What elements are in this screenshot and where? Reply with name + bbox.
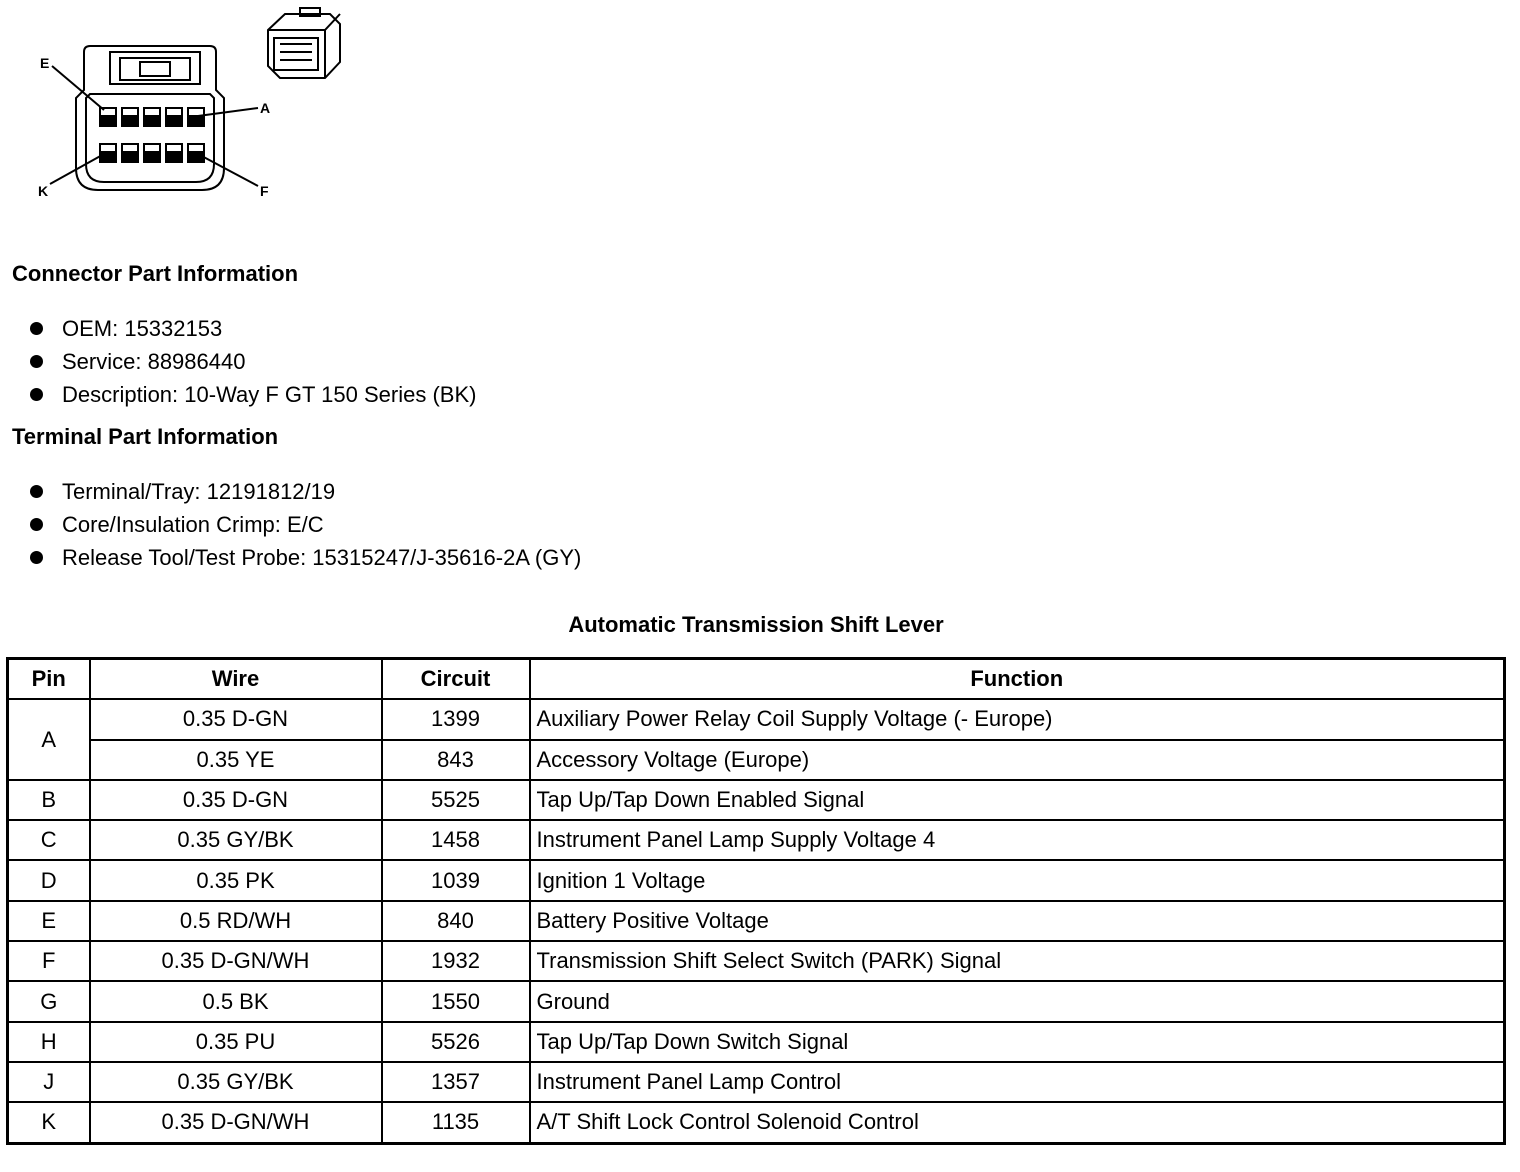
cell-circuit: 1039	[382, 860, 530, 900]
cell-wire: 0.35 D-GN	[90, 780, 382, 820]
header-function: Function	[530, 659, 1505, 700]
cell-circuit: 1932	[382, 941, 530, 981]
cell-pin: K	[8, 1102, 90, 1143]
cell-wire: 0.35 PU	[90, 1022, 382, 1062]
bullet-icon	[30, 551, 43, 564]
list-item: Terminal/Tray: 12191812/19	[30, 475, 581, 508]
table-row	[8, 740, 1505, 780]
table-title: Automatic Transmission Shift Lever	[568, 612, 944, 637]
connector-face	[50, 46, 258, 190]
table-row	[8, 1062, 1505, 1102]
cell-function: Instrument Panel Lamp Control	[530, 1062, 1505, 1102]
cell-function: Ignition 1 Voltage	[530, 860, 1505, 900]
table-row	[8, 820, 1505, 860]
header-wire: Wire	[90, 659, 382, 700]
cell-pin: H	[8, 1022, 90, 1062]
cell-wire: 0.35 D-GN/WH	[90, 941, 382, 981]
cell-pin: J	[8, 1062, 90, 1102]
table-row	[8, 1102, 1505, 1143]
cell-circuit: 1458	[382, 820, 530, 860]
cell-function: Battery Positive Voltage	[530, 901, 1505, 941]
cell-wire: 0.5 BK	[90, 981, 382, 1021]
pin-label-k: K	[38, 183, 49, 199]
table-row	[8, 860, 1505, 900]
cell-circuit: 1135	[382, 1102, 530, 1143]
header-pin: Pin	[8, 659, 90, 700]
table-row	[8, 941, 1505, 981]
bullet-icon	[30, 388, 43, 401]
cell-circuit: 5525	[382, 780, 530, 820]
table-header-row	[8, 659, 1505, 700]
cell-circuit: 1550	[382, 981, 530, 1021]
pinout-table	[6, 657, 1506, 1145]
bullet-icon	[30, 518, 43, 531]
table-row	[8, 901, 1505, 941]
connector-part-title: Connector Part Information	[12, 261, 299, 286]
connector-3d-icon	[268, 8, 340, 78]
cell-function: Tap Up/Tap Down Switch Signal	[530, 1022, 1505, 1062]
cell-pin: G	[8, 981, 90, 1021]
cell-pin: C	[8, 820, 90, 860]
cell-function: Instrument Panel Lamp Supply Voltage 4	[530, 820, 1505, 860]
header-circuit: Circuit	[382, 659, 530, 700]
cell-pin: D	[8, 860, 90, 900]
cell-function: A/T Shift Lock Control Solenoid Control	[530, 1102, 1505, 1143]
list-item: Description: 10-Way F GT 150 Series (BK)	[30, 378, 476, 411]
cell-pin: F	[8, 941, 90, 981]
bullet-icon	[30, 485, 43, 498]
table-row	[8, 1022, 1505, 1062]
table-row	[8, 699, 1505, 739]
terminal-part-title: Terminal Part Information	[12, 424, 279, 449]
bullet-icon	[30, 355, 43, 368]
cell-function: Transmission Shift Select Switch (PARK) Signal	[530, 941, 1505, 981]
cell-pin: A	[8, 699, 90, 780]
cell-wire: 0.35 D-GN	[90, 699, 382, 739]
cell-function: Ground	[530, 981, 1505, 1021]
cell-wire: 0.35 PK	[90, 860, 382, 900]
cell-wire: 0.35 GY/BK	[90, 1062, 382, 1102]
pin-row-bottom	[100, 144, 204, 162]
cell-circuit: 1357	[382, 1062, 530, 1102]
cell-function: Auxiliary Power Relay Coil Supply Voltage (- Europe)	[530, 699, 1505, 739]
cell-circuit: 1399	[382, 699, 530, 739]
cell-wire: 0.5 RD/WH	[90, 901, 382, 941]
cell-circuit: 840	[382, 901, 530, 941]
list-item: Service: 88986440	[30, 345, 476, 378]
cell-function: Accessory Voltage (Europe)	[530, 740, 1505, 780]
pin-row-top	[100, 108, 204, 126]
pin-label-e: E	[40, 55, 50, 71]
cell-pin: B	[8, 780, 90, 820]
cell-wire: 0.35 D-GN/WH	[90, 1102, 382, 1143]
cell-wire: 0.35 GY/BK	[90, 820, 382, 860]
list-item: OEM: 15332153	[30, 312, 476, 345]
terminal-part-list	[30, 475, 581, 574]
cell-function: Tap Up/Tap Down Enabled Signal	[530, 780, 1505, 820]
cell-wire: 0.35 YE	[90, 740, 382, 780]
list-item: Release Tool/Test Probe: 15315247/J-35616-2A (GY)	[30, 541, 581, 574]
table-row	[8, 780, 1505, 820]
cell-circuit: 843	[382, 740, 530, 780]
pin-label-f: F	[260, 183, 269, 199]
connector-diagram	[0, 0, 360, 230]
bullet-icon	[30, 322, 43, 335]
table-row	[8, 981, 1505, 1021]
list-item: Core/Insulation Crimp: E/C	[30, 508, 581, 541]
pin-label-a: A	[260, 100, 271, 116]
cell-pin: E	[8, 901, 90, 941]
cell-circuit: 5526	[382, 1022, 530, 1062]
connector-part-list	[30, 312, 476, 411]
